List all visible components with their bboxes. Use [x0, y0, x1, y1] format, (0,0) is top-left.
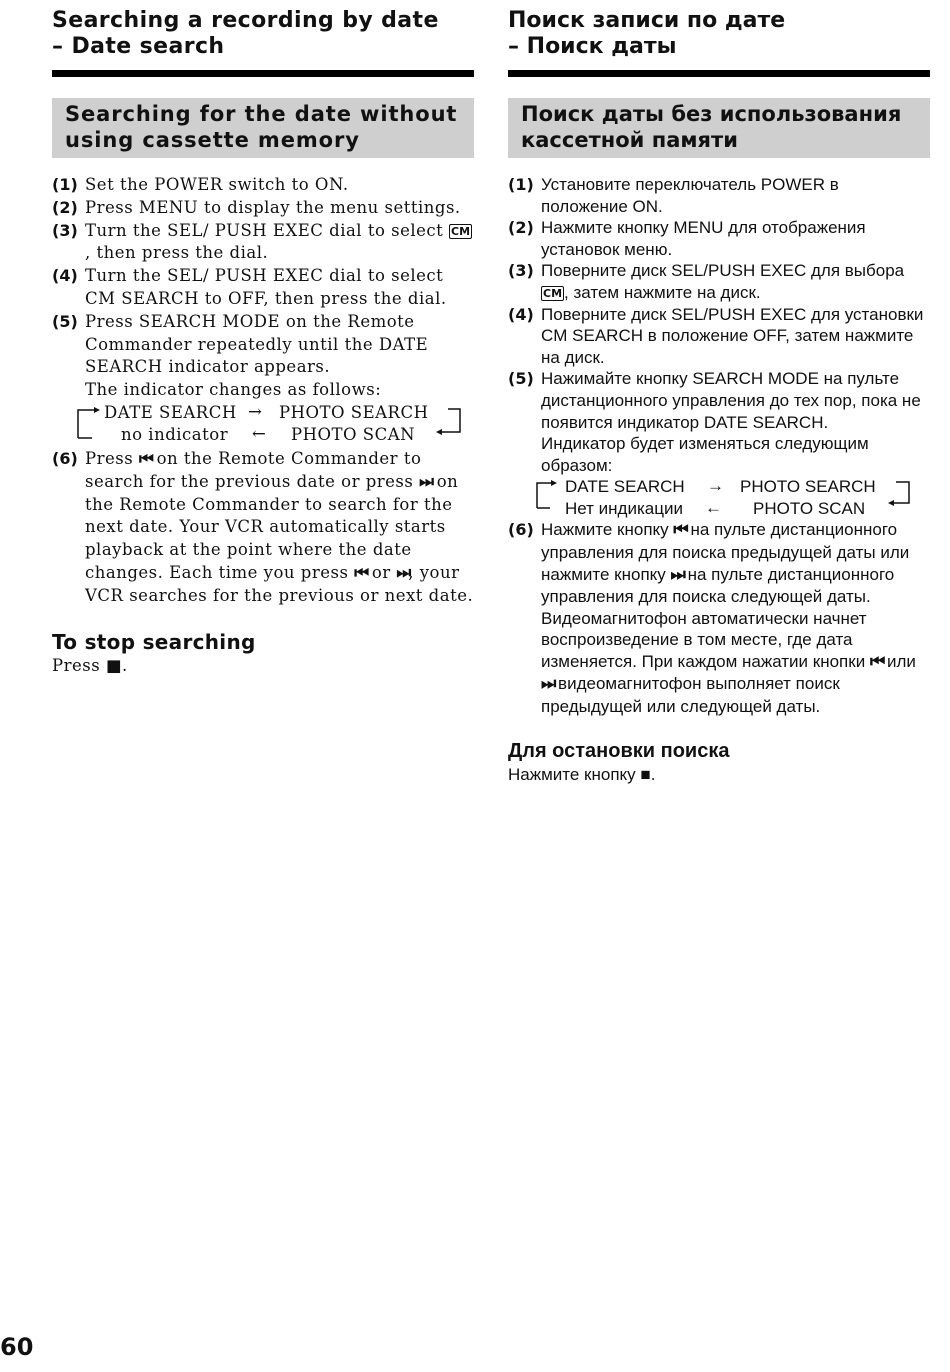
- flow-photo-scan: PHOTO SCAN: [753, 499, 866, 519]
- page-number: 60: [0, 1333, 34, 1361]
- title-rule: [52, 70, 474, 77]
- page-title: Searching a recording by date – Date search: [52, 8, 439, 59]
- step-3: (3) Turn the SEL/ PUSH EXEC dial to select CM, then press the dial.: [52, 220, 471, 263]
- step-4: (4) Turn the SEL/ PUSH EXEC dial to select CM SEARCH to OFF, then press the dial.: [52, 266, 447, 308]
- flow-photo-search: PHOTO SEARCH: [279, 402, 429, 422]
- step-2: (2) Нажмите кнопку MENU для отображения установок меню.: [508, 218, 866, 259]
- flow-date-search: DATE SEARCH: [104, 402, 237, 422]
- indicator-flow-diagram: [72, 402, 474, 448]
- stop-heading-ru: Для остановки поиска: [508, 739, 730, 762]
- step-1: (1) Установите переключатель POWER в положение ON.: [508, 175, 839, 216]
- step-1: (1) Set the POWER switch to ON.: [52, 175, 349, 194]
- step-5: (5) Нажимайте кнопку SEARCH MODE на пульте дистанционного управления до тех пор, пока не появится индикатор DATE SEARCH. Индикатор будет изменяться следующим образом: DATE SEARCH → PHOTO SEARCH Нет индикации ← PHOTO SCAN: [508, 368, 930, 519]
- page-title-ru: Поиск записи по дате – Поиск даты: [508, 8, 786, 59]
- flow-no-indicator: no indicator: [121, 424, 229, 444]
- steps-list: [52, 174, 474, 608]
- indicator-flow-diagram-ru: [532, 476, 930, 519]
- step-6: (6) Нажмите кнопку ⏮ на пульте дистанционного управления для поиска предыдущей даты или нажмите кнопку ⏭ на пульте дистанционного управления для поиска следующей даты. Видеомагнитофон автоматически начнет воспроизведение в том месте, где дата изменяется. При каждом нажатии кнопки ⏮ или ⏭ видеомагнитофон выполняет поиск предыдущей или следующей даты.: [508, 520, 916, 717]
- stop-icon: ■: [640, 764, 651, 784]
- flow-date-search: DATE SEARCH: [565, 477, 685, 497]
- step-2: (2) Press MENU to display the menu settings.: [52, 197, 461, 217]
- arrow-right-icon: →: [248, 401, 263, 421]
- stop-icon: ■: [105, 655, 123, 675]
- steps-list-ru: [508, 174, 930, 718]
- previous-icon: ⏮: [673, 520, 686, 541]
- russian-column: [508, 8, 930, 785]
- stop-text: Press ■.: [52, 655, 128, 675]
- cassette-memory-icon: CM: [451, 224, 471, 238]
- step-5: (5) Press SEARCH MODE on the Remote Commander repeatedly until the DATE SEARCH indicator appears. The indicator changes as follows: DATE SEARCH → PHOTO SEARCH no indicator ← PHOTO SCAN: [52, 311, 474, 448]
- title-rule: [508, 70, 930, 77]
- next-icon: ⏭: [541, 674, 554, 695]
- previous-icon: ⏮: [354, 562, 367, 582]
- stop-text-ru: Нажмите кнопку ■.: [508, 764, 656, 784]
- next-icon: ⏭: [396, 562, 409, 582]
- flow-photo-search: PHOTO SEARCH: [740, 477, 876, 497]
- flow-no-indicator: Нет индикации: [565, 499, 683, 519]
- arrow-left-icon: ←: [705, 498, 722, 518]
- step-6: (6) Press ⏮ on the Remote Commander to search for the previous date or press ⏭ on the Remote Commander to search for the next date. Your VCR automatically starts playback at the point where the date changes. Each time you press ⏮ or ⏭, your VCR searches for the previous or next date.: [52, 448, 474, 605]
- section-heading: Searching for the date without using cassette memory: [52, 98, 474, 158]
- previous-icon: ⏮: [869, 651, 883, 672]
- previous-icon: ⏮: [138, 448, 151, 468]
- step-4: (4) Поверните диск SEL/PUSH EXEC для установки CM SEARCH в положение OFF, затем нажмите на диск.: [508, 304, 924, 367]
- section-heading-ru: Поиск даты без использования кассетной памяти: [508, 98, 930, 158]
- arrow-right-icon: →: [707, 476, 724, 496]
- flow-photo-scan: PHOTO SCAN: [291, 424, 416, 444]
- step-3: (3) Поверните диск SEL/PUSH EXEC для выбора CM , затем нажмите на диск.: [508, 261, 905, 302]
- cassette-memory-icon: CM: [543, 286, 563, 300]
- english-column: [52, 8, 474, 675]
- arrow-left-icon: ←: [252, 423, 267, 443]
- next-icon: ⏭: [419, 471, 431, 491]
- next-icon: ⏭: [670, 564, 683, 585]
- stop-heading: To stop searching: [52, 629, 256, 654]
